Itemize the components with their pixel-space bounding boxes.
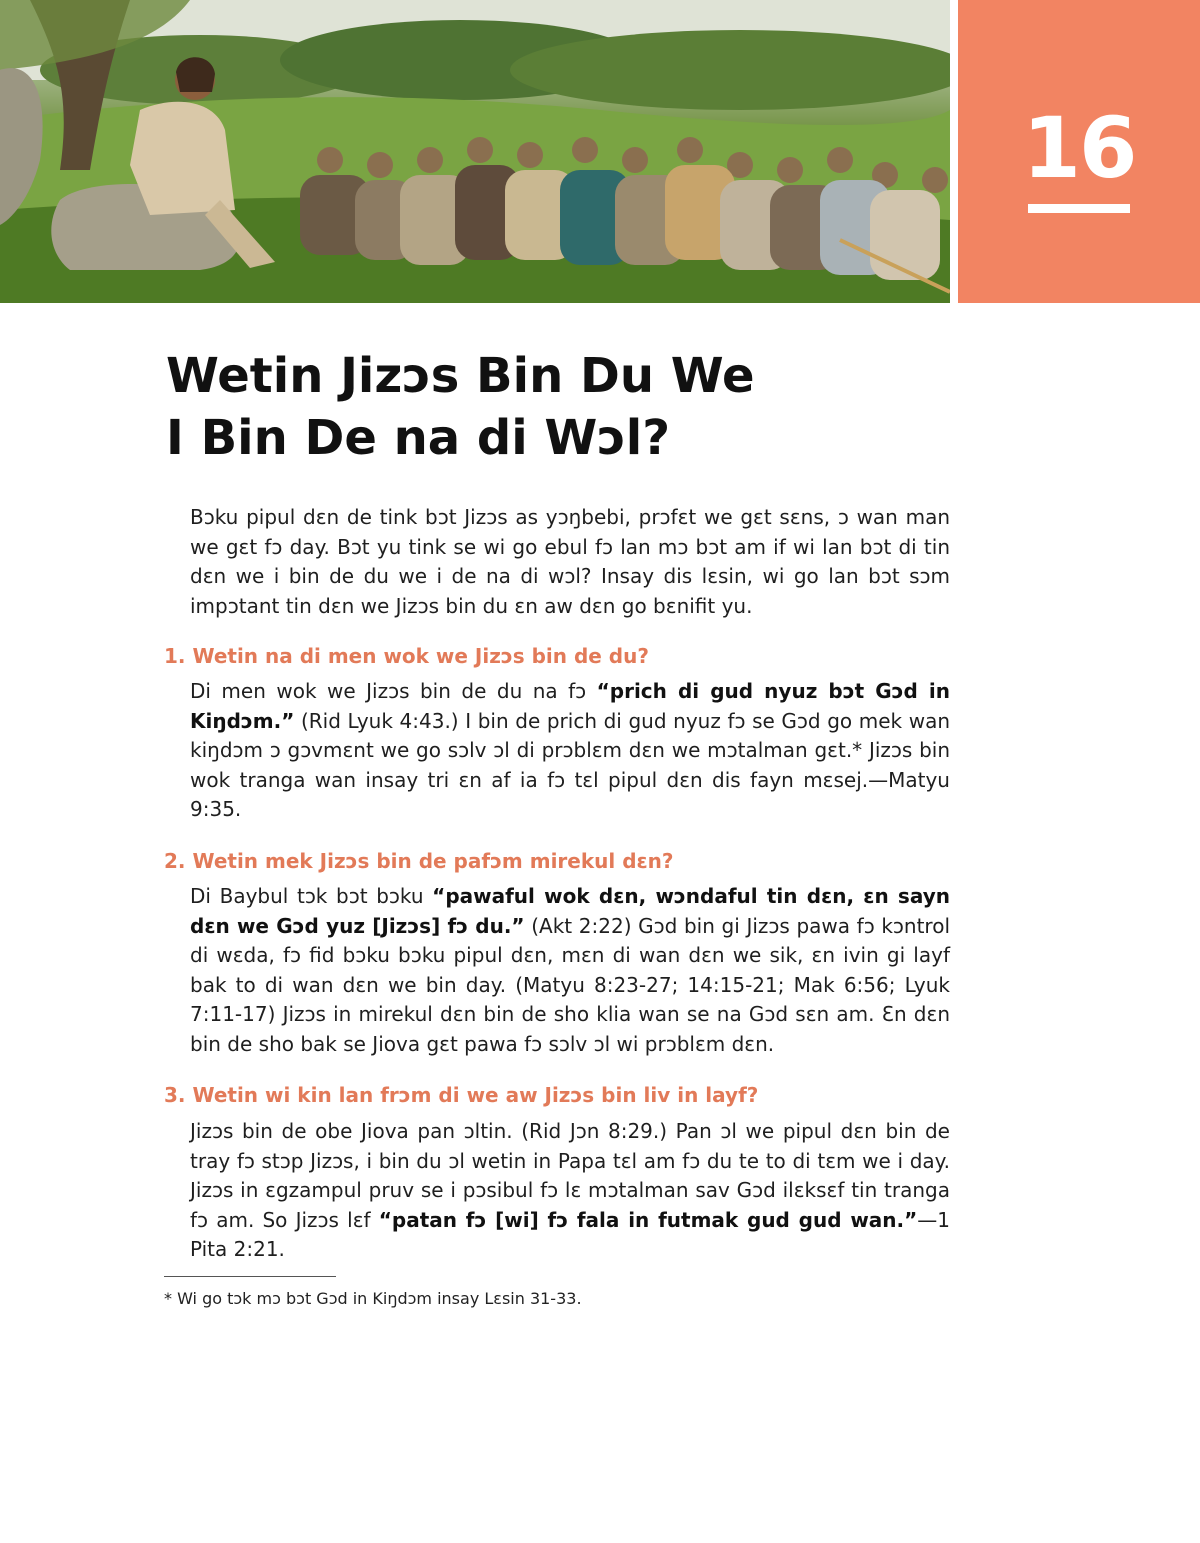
lesson-number: 16 <box>1022 99 1136 197</box>
answer-1-text-b: (Rid Lyuk 4:43.) I bin de prich di gud nyuz fɔ se Gɔd go mek wan kiŋdɔm ɔ gɔvmɛnt we go sɔlv ɔl di prɔblɛm dɛn we mɔtalman gɛt.* Jizɔs bin wok tranga wan insay tri ɛn af ia fɔ tɛl pipul dɛn dis fayn mɛsej.—Matyu 9:35. <box>190 708 950 821</box>
footnote: * Wi go tɔk mɔ bɔt Gɔd in Kiŋdɔm insay Lɛsin 31-33. <box>164 1289 582 1308</box>
page-title <box>166 345 966 469</box>
question-2: 2. Wetin mek Jizɔs bin de pafɔm mirekul dɛn? <box>164 849 674 873</box>
hero-scene <box>0 0 950 303</box>
footnote-divider <box>164 1276 336 1277</box>
answer-3-quote: “patan fɔ [wi] fɔ fala in futmak gud gud wan.” <box>378 1207 918 1232</box>
badge-underline <box>1028 204 1130 213</box>
answer-3-text-b: —1 Pita 2:21. <box>190 1207 951 1261</box>
answer-3-text-a: Jizɔs bin de obe Jiova pan ɔltin. (Rid Jɔn 8:29.) Pan ɔl we pipul dɛn bin de tray fɔ stɔp Jizɔs, i bin du ɔl wetin in Papa tɛl am fɔ du te to di tɛm we i day. Jizɔs in ɛgzampul pruv se i pɔsibul fɔ lɛ mɔtalman sav Gɔd ilɛksɛf tin tranga fɔ am. So Jizɔs lɛf <box>190 1119 950 1232</box>
answer-2 <box>190 882 950 1059</box>
answer-2-quote: “pawaful wok dɛn, wɔndaful tin dɛn, ɛn sayn dɛn we Gɔd yuz [Jizɔs] fɔ du.” <box>190 884 950 938</box>
answer-1-quote: “prich di gud nyuz bɔt Gɔd in Kiŋdɔm.” <box>190 679 950 733</box>
question-3: 3. Wetin wi kin lan frɔm di we aw Jizɔs bin liv in layf? <box>164 1083 759 1107</box>
answer-2-text-a: Di Baybul tɔk bɔt bɔku <box>190 884 433 908</box>
title-line-1: Wetin Jizɔs Bin Du We <box>166 348 755 404</box>
question-1: 1. Wetin na di men wok we Jizɔs bin de du? <box>164 644 649 668</box>
intro-paragraph: Bɔku pipul dɛn de tink bɔt Jizɔs as yɔŋbebi, prɔfɛt we gɛt sɛns, ɔ wan man we gɛt fɔ day. Bɔt yu tink se wi go ebul fɔ lan mɔ bɔt am if wi lan bɔt di tin dɛn we i bin de du we i de na di wɔl? Insay dis lɛsin, wi go lan bɔt sɔm impɔtant tin dɛn we Jizɔs bin du ɛn aw dɛn go bɛnifit yu. <box>190 505 950 618</box>
title-line-2: I Bin De na di Wɔl? <box>166 410 671 466</box>
answer-1-text-a: Di men wok we Jizɔs bin de du na fɔ <box>190 679 597 703</box>
answer-1 <box>190 677 950 825</box>
answer-2-text-b: (Akt 2:22) Gɔd bin gi Jizɔs pawa fɔ kɔntrol di wɛda, fɔ fid bɔku bɔku pipul dɛn, mɛn di wan dɛn we sik, ɛn ivin gi layf bak to di wan dɛn we bin day. (Matyu 8:23-27; 14:15-21; Mak 6:56; Lyuk 7:11-17) Jizɔs in mirekul dɛn bin de sho klia wan se na Gɔd sɛn am. Ɛn dɛn bin de sho bak se Jiova gɛt pawa fɔ sɔlv ɔl wi prɔblɛm dɛn. <box>190 913 951 1056</box>
answer-3 <box>190 1117 950 1265</box>
lesson-number-badge <box>958 0 1200 303</box>
hero-image <box>0 0 950 303</box>
